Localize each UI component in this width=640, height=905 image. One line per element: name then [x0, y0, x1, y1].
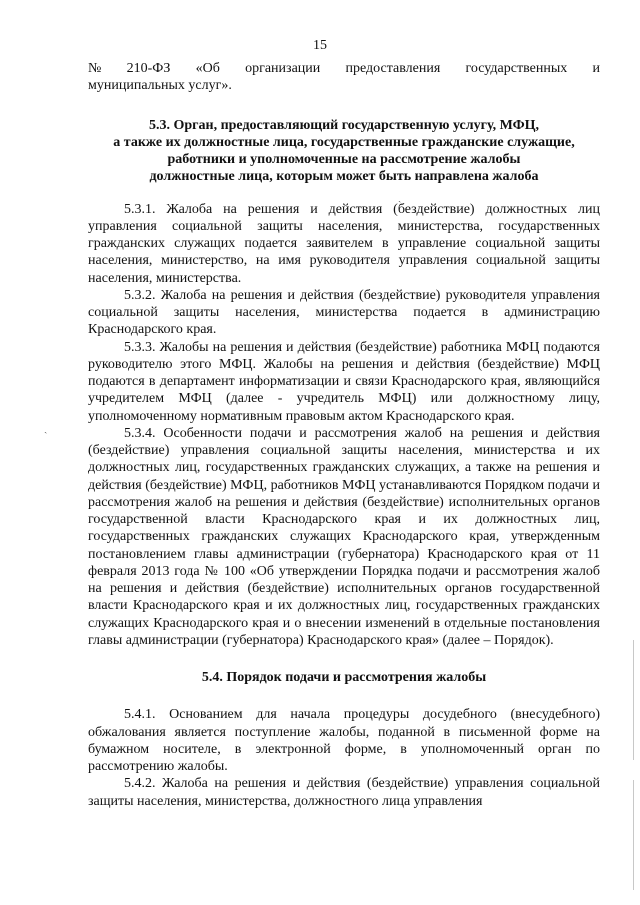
paragraph-5-4-1: 5.4.1. Основанием для начала процедуры досудебного (внесудебного) обжалования является поступление жалобы, поданной в письменной форме на бумажном носителе, в электронной форме, в уполномоченный орган по рассмотрению жалобы. — [88, 707, 600, 774]
heading-line: работники и уполномоченные на рассмотрение жалобы — [167, 152, 521, 167]
heading-line: а также их должностные лица, государственные гражданские служащие, — [113, 134, 575, 150]
continuation-line — [88, 60, 600, 77]
scan-edge-line — [633, 640, 634, 760]
paragraph-5-3-1: 5.3.1. Жалоба на решения и действия (бездействие) должностных лиц управления социальной защиты населения, министерства, государственных гражданских служащих подается заявителем в управление социальной защиты населения, министерство, на имя руководителя управления социальной защиты населения, министерства. — [88, 201, 600, 286]
page-number: 15 — [313, 38, 327, 53]
paragraph-5-3-2: 5.3.2. Жалоба на решения и действия (бездействие) руководителя управления социальной защиты населения, министерства подается в администрацию Краснодарского края. — [88, 287, 600, 338]
document-body — [88, 60, 600, 810]
continuation-text: муниципальных услуг». — [88, 78, 232, 94]
continuation-word: «Об — [195, 61, 220, 76]
paragraph-5-3-4: 5.3.4. Особенности подачи и рассмотрения жалоб на решения и действия (бездействие) управления социальной защиты населения, министерства и их должностных лиц, государственных гражданских служащих, а также на решения и действия (бездействие) МФЦ, работников МФЦ устанавливаются Порядком подачи и рассмотрения жалоб на решения и действия (бездействие) исполнительных органов государственной власти Краснодарского края и их должностных лиц, государственных гражданских служащих Краснодарского края, утвержденным постановлением главы администрации (губернатора) Краснодарского края от 11 февраля 2013 года № 100 «Об утверждении Порядка подачи и рассмотрения жалоб на решения и действия (бездействие) исполнительных органов государственной власти Краснодарского края и их должностных лиц, государственных гражданских служащих Краснодарского края и о внесении изменений в отдельные постановления главы администрации (губернатора) Краснодарского края» (далее – Порядок). — [88, 425, 600, 648]
continuation-word: организации — [245, 61, 321, 76]
heading-line: 5.3. Орган, предоставляющий государственную услугу, МФЦ, — [148, 117, 540, 133]
scan-speck: ˎ — [44, 423, 48, 434]
paragraph-5-3-3: 5.3.3. Жалобы на решения и действия (бездействие) работника МФЦ подаются руководителю этого МФЦ. Жалобы на решения и действия (бездействие) МФЦ подаются в департамент информатизации и связи Краснодарского края, являющийся учредителем МФЦ (далее - учредитель МФЦ) или должностному лицу, уполномоченному нормативным правовым актом Краснодарского края. — [88, 339, 600, 424]
continuation-word: 210-ФЗ — [126, 61, 171, 76]
section-heading-5-4: 5.4. Порядок подачи и рассмотрения жалобы — [201, 670, 487, 685]
continuation-word: предоставления — [345, 61, 441, 76]
continuation-word: № — [88, 61, 102, 76]
heading-line: должностные лица, которым может быть направлена жалоба — [149, 169, 539, 185]
continuation-word: и — [592, 61, 600, 76]
paragraph-5-4-2: 5.4.2. Жалоба на решения и действия (бездействие) управления социальной защиты населения, министерства, должностного лица управления — [88, 776, 600, 809]
scan-edge-line — [633, 780, 634, 890]
continuation-word: государственных — [465, 61, 568, 76]
section-heading-5-3 — [88, 117, 600, 186]
scan-speck: ˏ — [398, 192, 402, 203]
